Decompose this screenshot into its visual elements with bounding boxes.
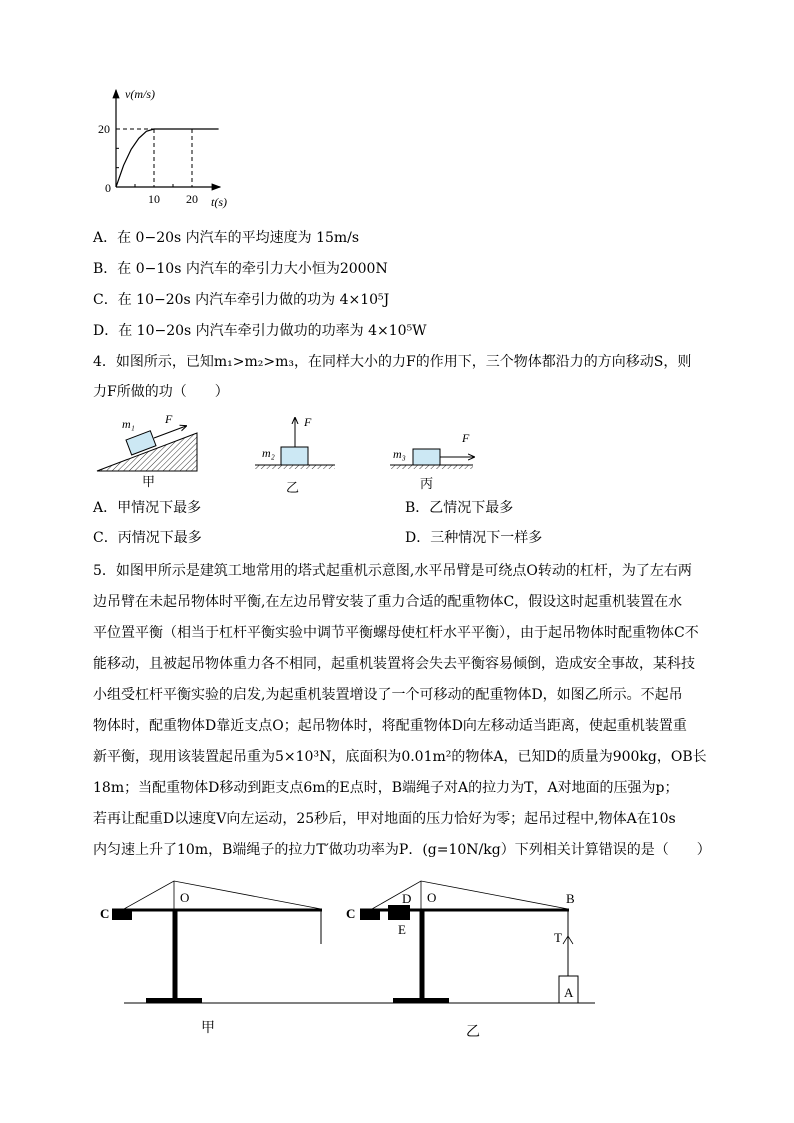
counterweight-c xyxy=(112,909,132,920)
q5-stem-line: 平位置平衡（相当于杠杆平衡实验中调节平衡螺母使杠杆水平平衡），由于起吊物体时配重物体C不 xyxy=(93,625,699,641)
q4-stem-line: 力F所做的功（ ） xyxy=(93,384,229,400)
q5-stem-line: 小组受杠杆平衡实验的启发,为起重机装置增设了一个可移动的配重物体D，如图乙所示。不起吊 xyxy=(93,687,683,703)
caption-bing: 丙 xyxy=(420,476,434,491)
label-o: O xyxy=(427,890,437,905)
q5-stem-line: 内匀速上升了10m，B端绳子的拉力T′做功功率为P．(g=10N/kg）下列相关计算错误的是（ ） xyxy=(93,842,711,858)
y-tick-label: 20 xyxy=(98,122,110,136)
cable xyxy=(124,881,321,909)
q4-option-d[interactable]: D．三种情况下一样多 xyxy=(405,530,543,546)
q5-stem-line: 物体时，配重物体D靠近支点O；起吊物体时，将配重物体D向左移动适当距离，使起重机装置重 xyxy=(93,718,687,734)
q5-stem-line: 边吊臂在未起吊物体时平衡,在左边吊臂安装了重力合适的配重物体C，假设这时起重机装置在水 xyxy=(93,594,683,610)
q4-option-c[interactable]: C．丙情况下最多 xyxy=(93,530,202,546)
crane-jia xyxy=(100,881,322,1036)
m1-label: m₁ xyxy=(122,417,135,431)
crane-yi xyxy=(346,881,578,1040)
counterweight-d xyxy=(388,905,410,920)
q3-option-a[interactable]: A．在 0−20s 内汽车的平均速度为 15m/s xyxy=(93,230,360,246)
counterweight-c xyxy=(360,909,380,920)
q5-stem-line: 新平衡，现用该装置起吊重为5×10³N，底面积为0.01m²的物体A，已知D的质量为900kg，OB长 xyxy=(93,749,707,765)
caption-jia: 甲 xyxy=(201,1021,215,1036)
force-label: F xyxy=(165,412,173,426)
label-c: C xyxy=(346,906,356,921)
q3-option-d[interactable]: D．在 10−20s 内汽车牵引力做功的功率为 4×10⁵W xyxy=(93,323,427,339)
label-e: E xyxy=(398,922,406,937)
q5-stem-line: 能移动，且被起吊物体重力各不相同，起重机装置将会失去平衡容易倾倒，造成安全事故，某科技 xyxy=(93,656,695,672)
label-c: C xyxy=(100,906,110,921)
q5-stem-line: 若再让配重D以速度V向左运动，25秒后，甲对地面的压力恰好为零；起吊过程中,物体A在10s xyxy=(93,811,676,827)
q3-option-c[interactable]: C．在 10−20s 内汽车牵引力做的功为 4×10⁵J xyxy=(93,292,390,308)
y-axis-label: v(m/s) xyxy=(125,87,155,101)
caption-yi: 乙 xyxy=(466,1025,480,1040)
m3-label: m₃ xyxy=(393,447,406,461)
label-d: D xyxy=(402,891,412,906)
label-t: T xyxy=(554,930,562,945)
origin-label: 0 xyxy=(105,181,111,195)
q5-stem-line: 18m；当配重物体D移动到距支点6m的E点时，B端绳子对A的拉力为T，A对地面的压强为p； xyxy=(93,780,679,796)
x-tick-label: 20 xyxy=(186,192,198,206)
x-axis-label: t(s) xyxy=(211,195,227,209)
label-o: O xyxy=(180,890,190,905)
base xyxy=(393,998,449,1003)
base xyxy=(146,998,202,1003)
label-b: B xyxy=(566,891,575,906)
caption-jia: 甲 xyxy=(142,474,156,489)
q5-stem-line: 5．如图甲所示是建筑工地常用的塔式起重机示意图,水平吊臂是可绕点O转动的杠杆，为了左右两 xyxy=(93,563,692,579)
q4-option-a[interactable]: A．甲情况下最多 xyxy=(93,500,202,516)
x-tick-label: 10 xyxy=(148,192,160,206)
q3-option-b[interactable]: B．在 0−10s 内汽车的牵引力大小恒为2000N xyxy=(93,261,388,277)
force-label: F xyxy=(462,431,470,445)
m2-label: m₂ xyxy=(262,446,275,460)
q4-option-b[interactable]: B．乙情况下最多 xyxy=(405,500,514,516)
force-label: F xyxy=(304,415,312,429)
caption-yi: 乙 xyxy=(286,480,300,495)
label-a: A xyxy=(564,985,574,1000)
q4-stem-line: 4．如图所示，已知m₁>m₂>m₃，在同样大小的力F的作用下，三个物体都沿力的方向移动S，则 xyxy=(93,354,692,370)
